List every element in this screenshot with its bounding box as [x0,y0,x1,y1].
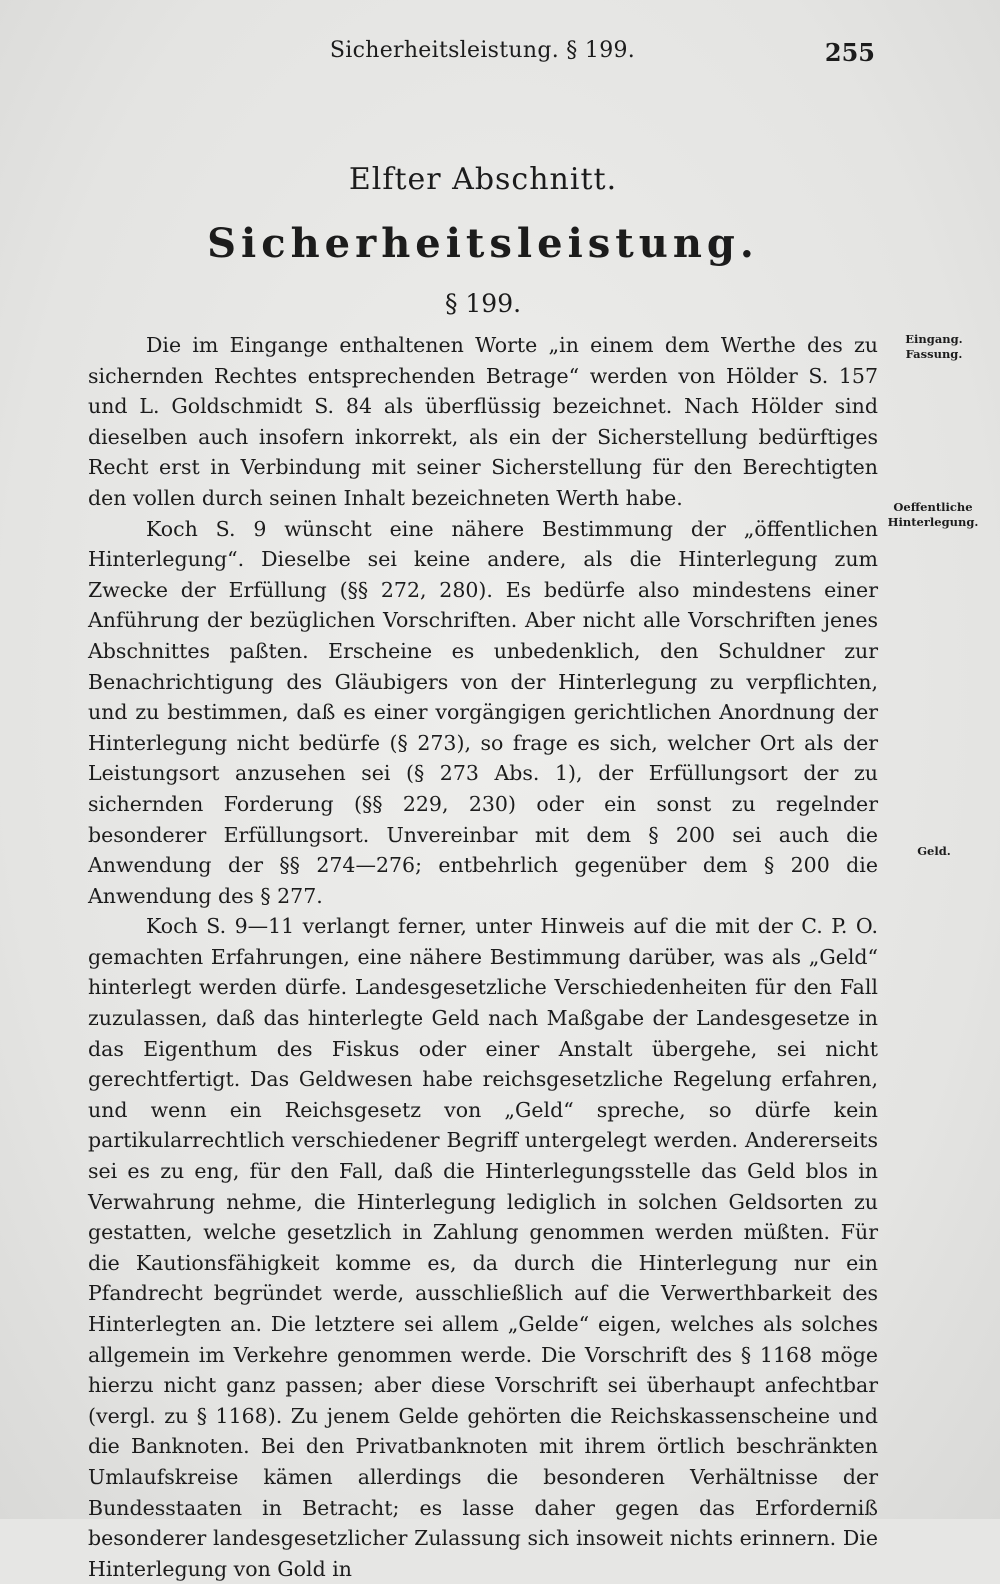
paragraph-3: Koch S. 9—11 verlangt ferner, unter Hinweis auf die mit der C. P. O. gemachten Erfahrungen, eine nähere Bestimmung darüber, was als „Geld“ hinterlegt werden dürfe. Landesgesetzliche Verschiedenheiten für den Fall zuzulassen, daß das hinterlegte Geld nach Maßgabe der Landesgesetze in das Eigenthum des Fiskus oder einer Anstalt übergehe, sei nicht gerechtfertigt. Das Geldwesen habe reichsgesetzliche Regelung erfahren, und wenn ein Reichsgesetz von „Geld“ spreche, so dürfe kein partikularrechtlich verschiedener Begriff untergelegt werden. Andererseits sei es zu eng, für den Fall, daß die Hinterlegungsstelle das Geld blos in Verwahrung nehme, die Hinterlegung lediglich in solchen Geldsorten zu gestatten, welche gesetzlich in Zahlung genommen werden müßten. Für die Kautionsfähigkeit komme es, da durch die Hinterlegung nur ein Pfandrecht begründet werde, ausschließlich auf die Verwerthbarkeit des Hinterlegten an. Die letztere sei allem „Gelde“ eigen, welches als solches allgemein im Verkehre genommen werde. Die Vorschrift des § 1168 möge hierzu nicht ganz passen; aber diese Vorschrift sei überhaupt anfechtbar (vergl. zu § 1168). Zu jenem Gelde gehörten die Reichskassenscheine und die Banknoten. Bei den Privatbanknoten mit ihrem örtlich beschränkten Umlaufskreise kämen allerdings die besonderen Verhältnisse der Bundesstaaten in Betracht; es lasse daher gegen das Erforderniß besonderer landesgesetzlicher Zulassung sich insoweit nichts erinnern. Die Hinterlegung von Gold in [88,914,878,1581]
paragraph-1: Die im Eingange enthaltenen Worte „in einem dem Werthe des zu sichernden Rechtes entsprechenden Betrage“ werden von Hölder S. 157 und L. Goldschmidt S. 84 als überflüssig bezeichnet. Nach Hölder sind dieselben auch insofern inkorrekt, als ein der Sicherstellung bedürftiges Recht erst in Verbindung mit seiner Sicherstellung für den Berechtigten den vollen durch seinen Inhalt bezeichneten Werth habe. [88,333,878,510]
section-title: Sicherheitsleistung. [207,220,759,267]
margin-note-hinterlegung: Oeffentliche Hinterlegung. [887,500,979,529]
chapter-heading: Elfter Abschnitt. [348,162,618,197]
running-head [90,38,875,72]
margin-note-eingang: Eingang. Fassung. [905,332,963,361]
body-text [88,330,878,1584]
margin-note-geld: Geld. [917,844,951,858]
page-number: 255 [824,38,875,67]
paragraph-number: § 199. [444,289,522,318]
running-title: Sicherheitsleistung. § 199. [329,38,636,63]
paragraph-2: Koch S. 9 wünscht eine nähere Bestimmung der „öffentlichen Hinterlegung“. Dieselbe sei keine andere, als die Hinterlegung zum Zwecke der Erfüllung (§§ 272, 280). Es bedürfe also mindestens einer Anführung der bezüglichen Vorschriften. Aber nicht alle Vorschriften jenes Abschnittes paßten. Erscheine es unbedenklich, den Schuldner zur Benachrichtigung des Gläubigers von der Hinterlegung zu verpflichten, und zu bestimmen, daß es einer vorgängigen gerichtlichen Anordnung der Hinterlegung nicht bedürfe (§ 273), so frage es sich, welcher Ort als der Leistungsort anzusehen sei (§ 273 Abs. 1), der Erfüllungsort der zu sichernden Forderung (§§ 229, 230) oder ein sonst zu regelnder besonderer Erfüllungsort. Unvereinbar mit dem § 200 sei auch die Anwendung der §§ 274—276; entbehrlich gegenüber dem § 200 die Anwendung des § 277. [88,516,878,908]
